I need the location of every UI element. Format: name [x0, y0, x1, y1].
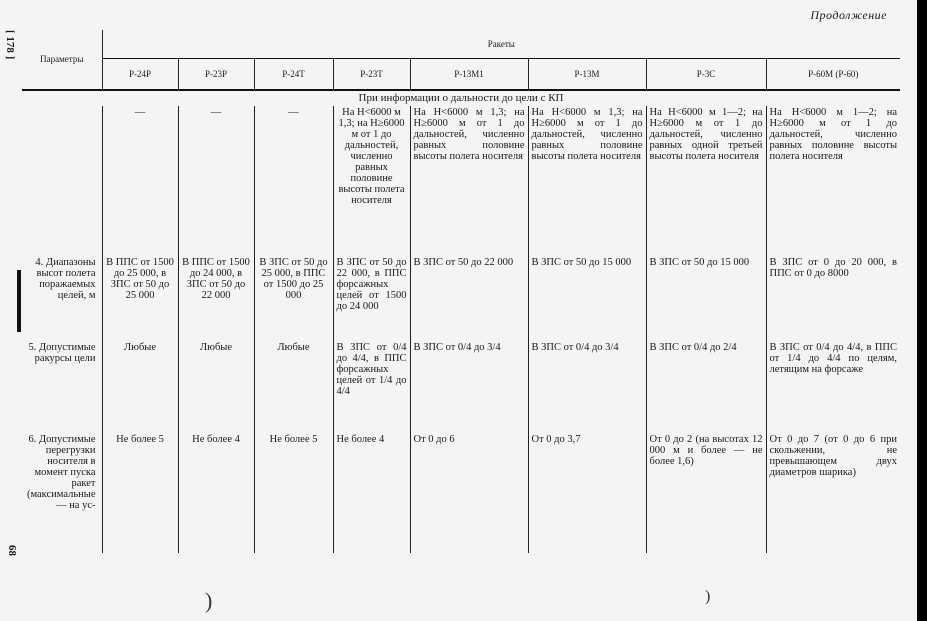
table-cell: Не более 4: [178, 433, 254, 553]
table-cell: На Н<6000 м 1—2; на Н≥6000 м от 1 до дальностей, численно равных половине высоты полета носителя: [766, 106, 900, 256]
missile-header: Р-23Р: [178, 59, 254, 91]
table-body: [22, 90, 900, 553]
table-cell: Не более 5: [102, 433, 178, 553]
table-cell: В ППС от 1500 до 24 000, в ЗПС от 50 до 22 000: [178, 256, 254, 341]
table-cell: Любые: [254, 341, 333, 433]
params-header: Параметры: [22, 30, 102, 90]
table-cell: В ЗПС от 50 до 25 000, в ППС от 1500 до 25 000: [254, 256, 333, 341]
table-cell: Любые: [102, 341, 178, 433]
margin-bar: [17, 270, 21, 332]
table-cell: На Н<6000 м 1,3; на Н≥6000 м от 1 до дальностей, численно равных половине высоты полета носителя: [528, 106, 646, 256]
table-cell: В ЗПС от 0/4 до 4/4, в ППС от 1/4 до 4/4 по целям, летящим на форсаже: [766, 341, 900, 433]
parameter-label: [22, 106, 102, 256]
table-cell: В ЗПС от 50 до 22 000: [410, 256, 528, 341]
table-row: [22, 256, 900, 341]
parameter-label: 6. Допустимые перегрузки носителя в момент пуска ракет (максимальные — на ус-: [26, 434, 96, 511]
table-cell: В ЗПС от 0/4 до 3/4: [410, 341, 528, 433]
table-row: [22, 106, 900, 256]
table-cell: В ППС от 1500 до 25 000, в ЗПС от 50 до 25 000: [102, 256, 178, 341]
missile-header: Р-24Т: [254, 59, 333, 91]
table-cell: От 0 до 2 (на высотах 12 000 м и более — не более 1,6): [646, 433, 766, 553]
missile-header: Р-3С: [646, 59, 766, 91]
scan-border: [917, 0, 927, 621]
section-title: При информации о дальности до цели с КП: [358, 92, 564, 104]
table-cell: На Н<6000 м 1,3; на Н≥6000 м от 1 до дальностей, численно равных половине высоты полета носителя: [333, 106, 410, 256]
table-cell: На Н<6000 м 1—2; на Н≥6000 м от 1 до дальностей, численно равных одной третьей высоты полета носителя: [646, 106, 766, 256]
table-cell: В ЗПС от 0 до 20 000, в ППС от 0 до 8000: [766, 256, 900, 341]
table-cell: Любые: [178, 341, 254, 433]
table-cell: Не более 4: [333, 433, 410, 553]
missile-header: Р-60М (Р-60): [766, 59, 900, 91]
continuation-label: Продолжение: [810, 8, 887, 22]
table-cell: От 0 до 3,7: [528, 433, 646, 553]
table-row: [22, 341, 900, 433]
table-cell: —: [254, 106, 333, 256]
section-row: [22, 90, 900, 106]
missile-header: Р-13М1: [410, 59, 528, 91]
table-cell: В ЗПС от 50 до 15 000: [646, 256, 766, 341]
table-row: [22, 433, 900, 553]
missile-header: Р-24Р: [102, 59, 178, 91]
table-cell: —: [102, 106, 178, 256]
scan-mark: ): [705, 588, 711, 605]
table-cell: От 0 до 6: [410, 433, 528, 553]
table-cell: На Н<6000 м 1,3; на Н≥6000 м от 1 до дальностей, численно равных половине высоты полета носителя: [410, 106, 528, 256]
table-cell: В ЗПС от 0/4 до 3/4: [528, 341, 646, 433]
table-cell: В ЗПС от 0/4 до 4/4, в ППС форсажных целей от 1/4 до 4/4: [333, 341, 410, 433]
missiles-group-header: Ракеты: [102, 30, 900, 59]
missile-header: Р-13М: [528, 59, 646, 91]
table-cell: Не более 5: [254, 433, 333, 553]
table-cell: —: [178, 106, 254, 256]
missile-header: Р-23Т: [333, 59, 410, 91]
missile-header-row: [22, 59, 900, 91]
table-cell: От 0 до 7 (от 0 до 6 при скольжении, не превышающем двух диаметров шарика): [766, 433, 900, 553]
parameter-label: 5. Допустимые ракурсы цели: [28, 342, 96, 364]
parameter-label: 4. Диапазоны высот полета поражаемых целей, м: [35, 257, 96, 301]
table-cell: В ЗПС от 50 до 22 000, в ППС форсажных целей от 1500 до 24 000: [333, 256, 410, 341]
scan-mark: ): [205, 588, 213, 613]
page-number-bottom: 68: [6, 545, 18, 556]
table-cell: В ЗПС от 0/4 до 2/4: [646, 341, 766, 433]
page-number-top: [ 178 ]: [4, 30, 16, 60]
table-cell: В ЗПС от 50 до 15 000: [528, 256, 646, 341]
missile-parameters-table: [22, 30, 900, 553]
